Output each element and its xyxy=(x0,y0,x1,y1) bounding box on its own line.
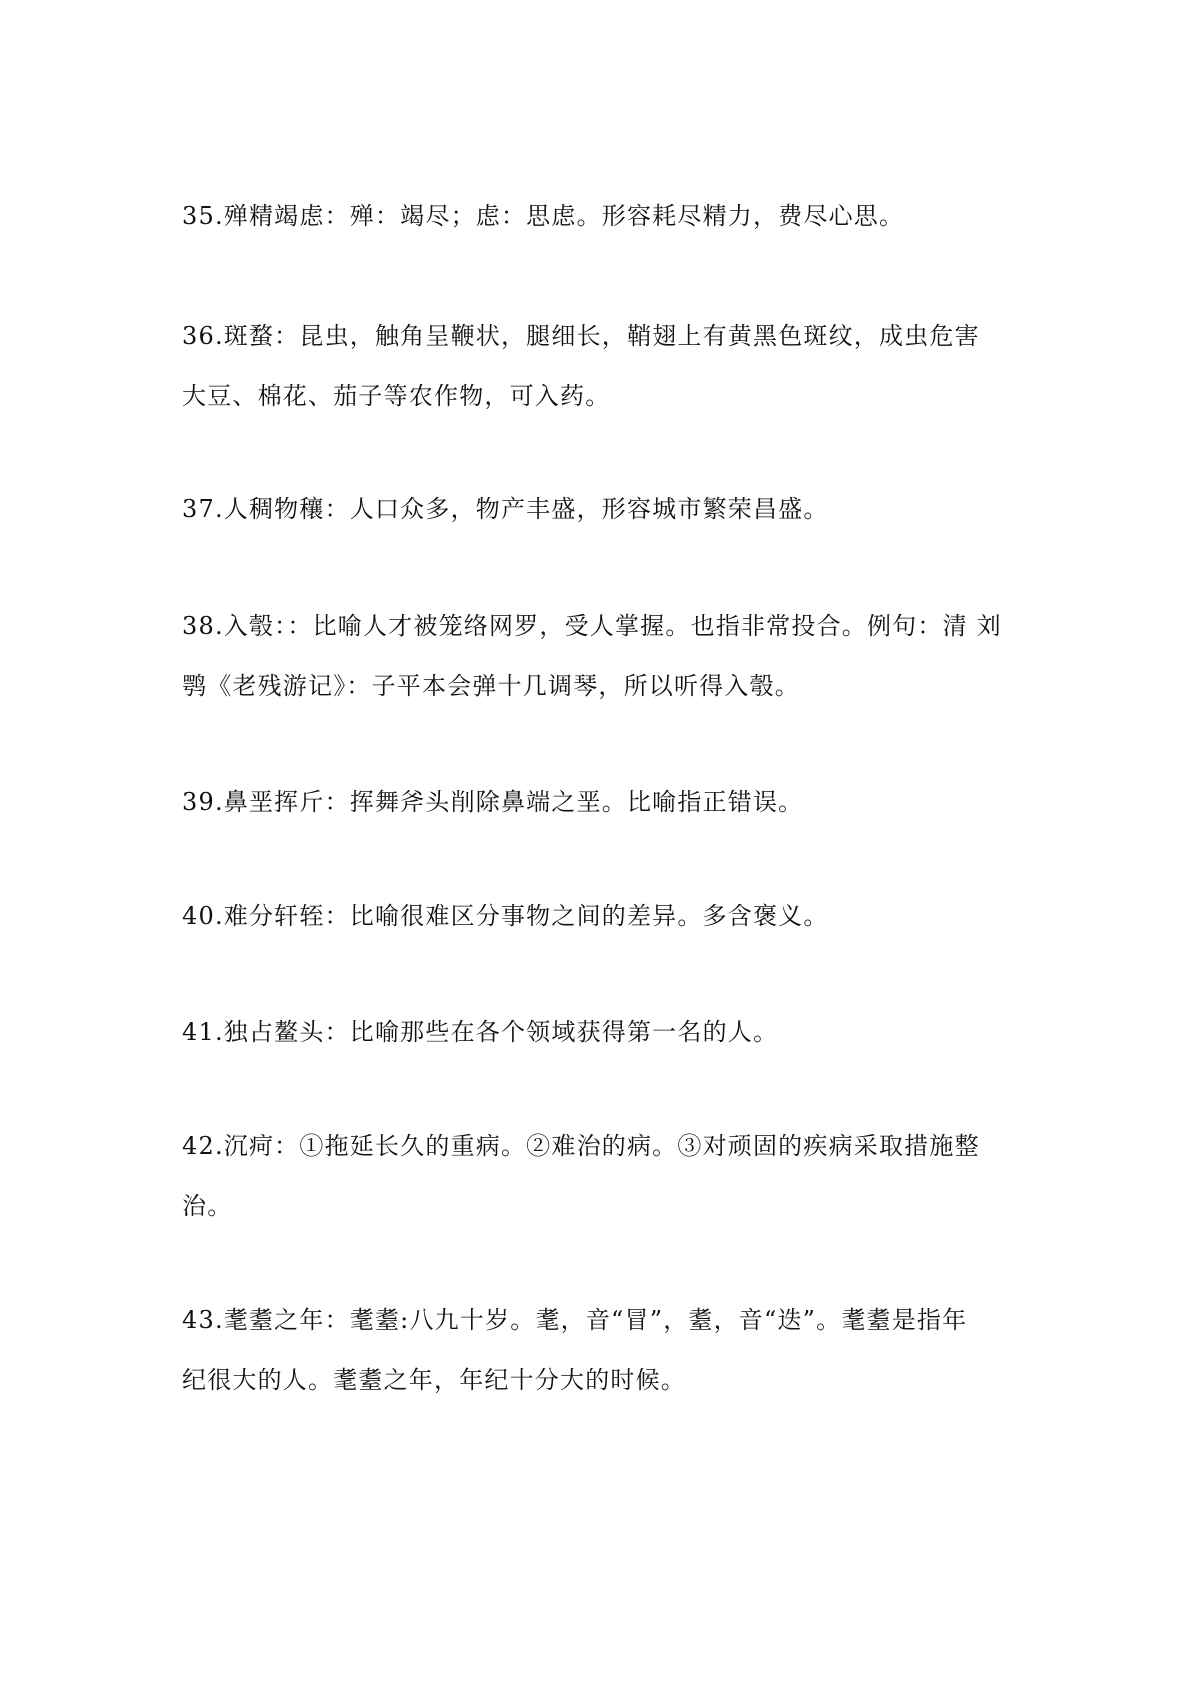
entry-line: 41.独占鳌头：比喻那些在各个领域获得第一名的人。 xyxy=(182,1018,779,1046)
entry-38 xyxy=(182,596,1022,716)
entry-42 xyxy=(182,1116,1022,1236)
entry-line: 纪很大的人。耄耋之年，年纪十分大的时候。 xyxy=(182,1366,686,1394)
entry-line: 35.殚精竭虑：殚：竭尽；虑：思虑。形容耗尽精力，费尽心思。 xyxy=(182,202,905,230)
entry-36 xyxy=(182,306,1022,426)
entry-43 xyxy=(182,1290,1022,1410)
entry-41 xyxy=(182,1002,1022,1062)
entry-35 xyxy=(182,186,1022,246)
entry-line: 43.耄耋之年：耄耋:八九十岁。耄，音“冒”，耋，音“迭”。耄耋是指年 xyxy=(182,1306,968,1334)
entry-line: 39.鼻垩挥斤：挥舞斧头削除鼻端之垩。比喻指正错误。 xyxy=(182,788,804,816)
entry-line: 38.入彀：：比喻人才被笼络网罗，受人掌握。也指非常投合。例句：清 刘 xyxy=(182,612,1002,640)
entry-37 xyxy=(182,479,1022,539)
entry-line: 40.难分轩轾：比喻很难区分事物之间的差异。多含褒义。 xyxy=(182,902,829,930)
entry-line: 鹗《老残游记》：子平本会弹十几调琴，所以听得入彀。 xyxy=(182,672,800,700)
entry-40 xyxy=(182,886,1022,946)
entry-line: 大豆、棉花、茄子等农作物，可入药。 xyxy=(182,382,611,410)
entry-line: 治。 xyxy=(182,1192,233,1220)
entry-line: 42.沉疴：①拖延长久的重病。②难治的病。③对顽固的疾病采取措施整 xyxy=(182,1132,980,1160)
entry-39 xyxy=(182,772,1022,832)
entry-line: 37.人稠物穰：人口众多，物产丰盛，形容城市繁荣昌盛。 xyxy=(182,495,829,523)
entry-line: 36.斑蝥：昆虫，触角呈鞭状，腿细长，鞘翅上有黄黑色斑纹，成虫危害 xyxy=(182,322,980,350)
